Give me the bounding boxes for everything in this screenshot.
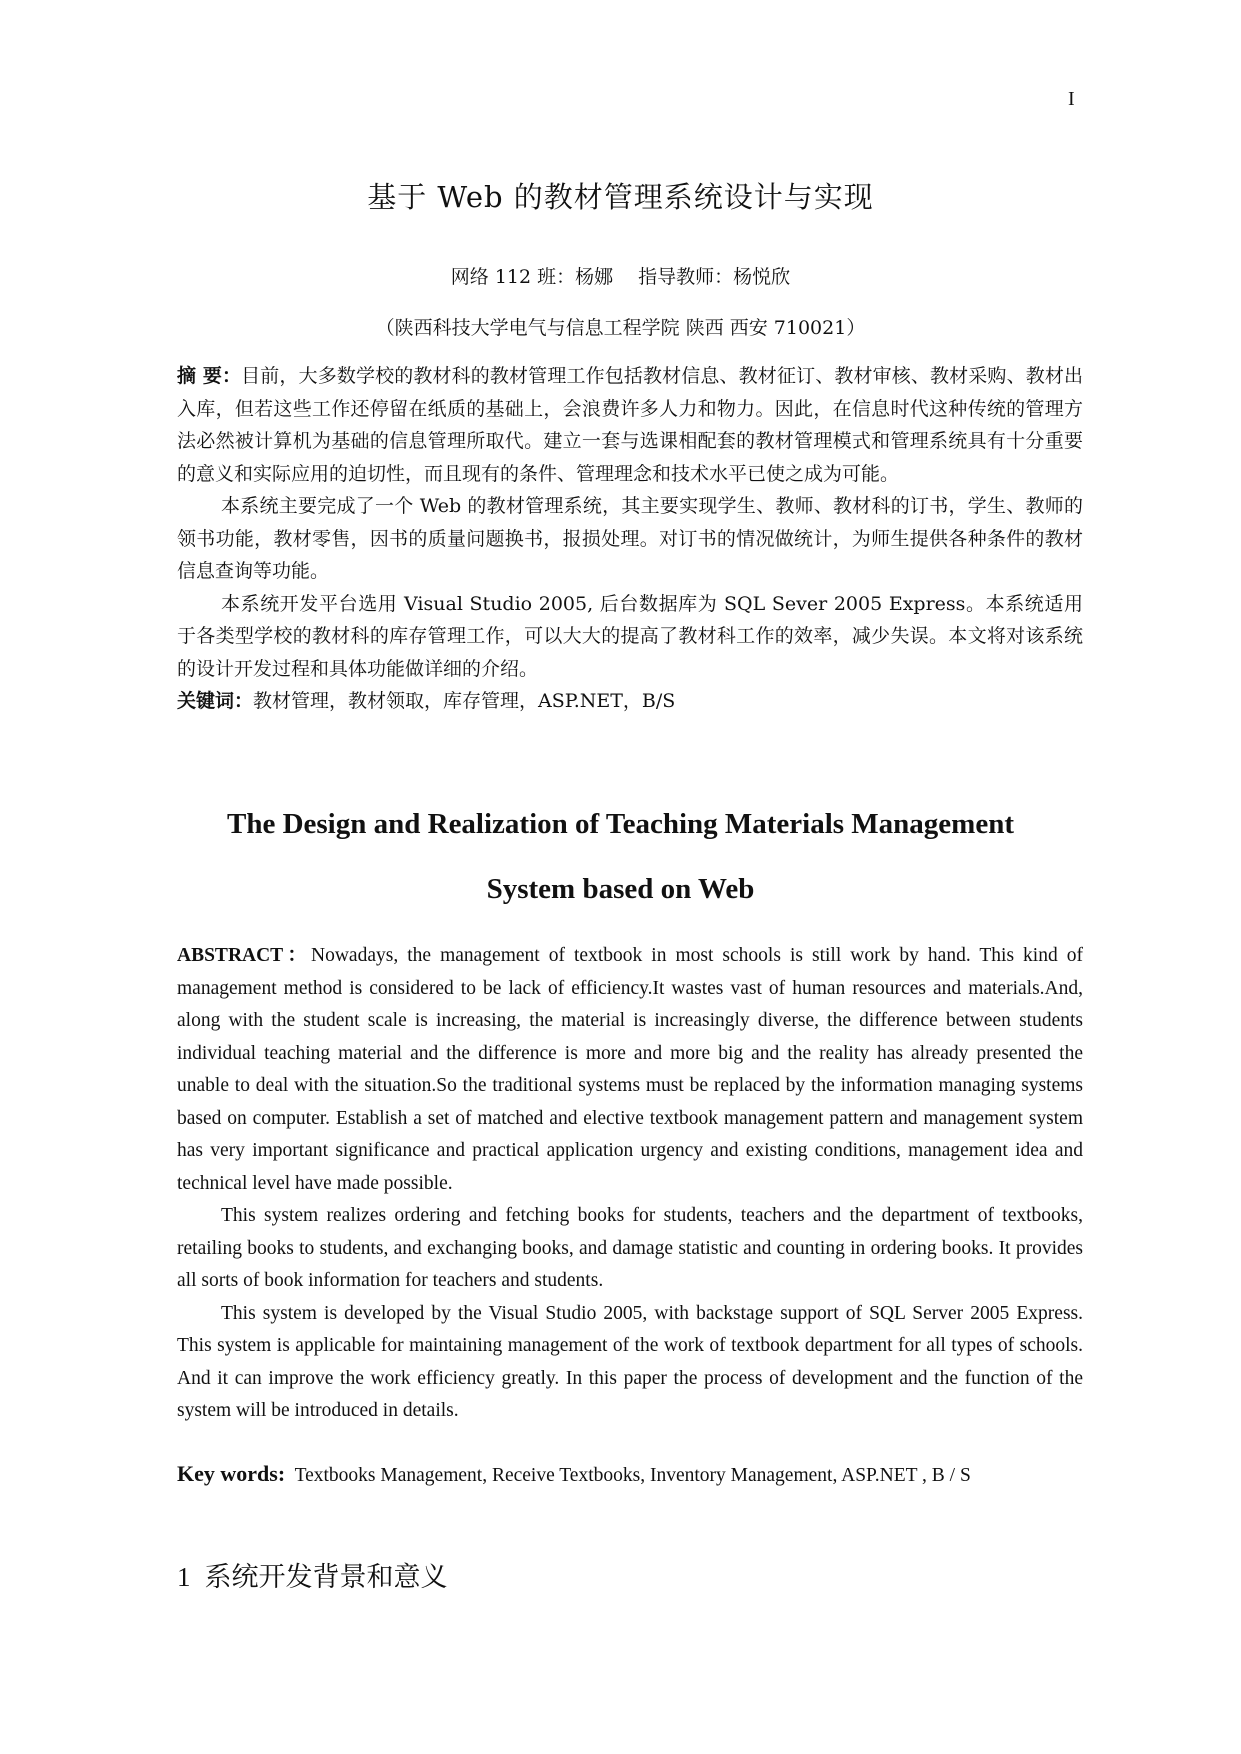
- english-abstract-paragraph-3: This system is developed by the Visual Studio 2005, with backstage support of SQL Server 2005 Express. This system is applicable for maintaining management of the work of textbook department for all types of schools. And it can improve the work efficiency greatly. In this paper the process of development and the function of the system will be introduced in details.: [177, 1302, 1083, 1421]
- english-abstract-paragraph-1: [177, 940, 1083, 1200]
- chinese-abstract-paragraph-1: [177, 360, 1083, 490]
- section-number: 1: [177, 1562, 191, 1592]
- chinese-keywords-label: 关键词：: [177, 690, 254, 712]
- chinese-abstract-paragraph-2: 本系统主要完成了一个 Web 的教材管理系统，其主要实现学生、教师、教材科的订书，学生、教师的领书功能，教材零售，因书的质量问题换书，报损处理。对订书的情况做统计，为师生提供各种条件的教材信息查询等功能。: [177, 495, 1083, 582]
- english-abstract-text-1: Nowadays, the management of textbook in most schools is still work by hand. This kind of management method is considered to be lack of efficiency.It wastes vast of human resources and materials.And, along with the student scale is increasing, the material is increasingly diverse, the difference between students individual teaching material and the difference is more and more big and the reality has already presented the unable to deal with the situation.So the traditional systems must be replaced by the information managing systems based on computer. Establish a set of matched and elective textbook management pattern and management system has very important significance and practical application urgency and existing conditions, management idea and technical level have made possible.: [177, 945, 1084, 1194]
- english-keywords: [177, 1461, 1083, 1487]
- english-abstract: [177, 940, 1083, 1428]
- english-keywords-label: Key words:: [177, 1461, 286, 1486]
- chinese-abstract-text-1: 目前，大多数学校的教材科的教材管理工作包括教材信息、教材征订、教材审核、教材采购、教材出入库，但若这些工作还停留在纸质的基础上，会浪费许多人力和物力。因此，在信息时代这种传统的管理方法必然被计算机为基础的信息管理所取代。建立一套与选课相配套的教材管理模式和管理系统具有十分重要的意义和实际应用的迫切性，而且现有的条件、管理理念和技术水平已使之成为可能。: [177, 365, 1083, 485]
- english-title-line-2: System based on Web: [486, 873, 755, 905]
- english-title: [0, 792, 1241, 922]
- chinese-keywords: [177, 685, 1083, 718]
- section-heading-1: [177, 1555, 448, 1594]
- chinese-abstract: [177, 360, 1083, 718]
- chinese-title: 基于 Web 的教材管理系统设计与实现: [367, 180, 874, 214]
- english-keywords-text: Textbooks Management, Receive Textbooks, Inventory Management, ASP.NET , B / S: [294, 1465, 971, 1486]
- chinese-abstract-label: 摘 要：: [177, 365, 242, 387]
- section-title: 系统开发背景和意义: [204, 1562, 448, 1593]
- chinese-keywords-text: 教材管理，教材领取，库存管理，ASP.NET，B/S: [253, 690, 676, 712]
- affiliation-line: （陕西科技大学电气与信息工程学院 陕西 西安 710021）: [375, 317, 866, 339]
- english-title-line-1: The Design and Realization of Teaching Materials Management: [226, 808, 1014, 840]
- chinese-abstract-paragraph-3: 本系统开发平台选用 Visual Studio 2005, 后台数据库为 SQL Sever 2005 Express。本系统适用于各类型学校的教材科的库存管理工作，可以大大的提高了教材科工作的效率，减少失误。本文将对该系统的设计开发过程和具体功能做详细的介绍。: [177, 592, 1083, 680]
- english-abstract-label: ABSTRACT：: [177, 945, 312, 966]
- english-abstract-paragraph-2: This system realizes ordering and fetching books for students, teachers and the department of textbooks, retailing books to students, and exchanging books, and damage statistic and counting in ordering books. It provides all sorts of book information for teachers and students.: [177, 1205, 1083, 1291]
- authors-line: 网络 112 班：杨娜 指导教师：杨悦欣: [450, 266, 791, 288]
- page-number: I: [1068, 88, 1075, 110]
